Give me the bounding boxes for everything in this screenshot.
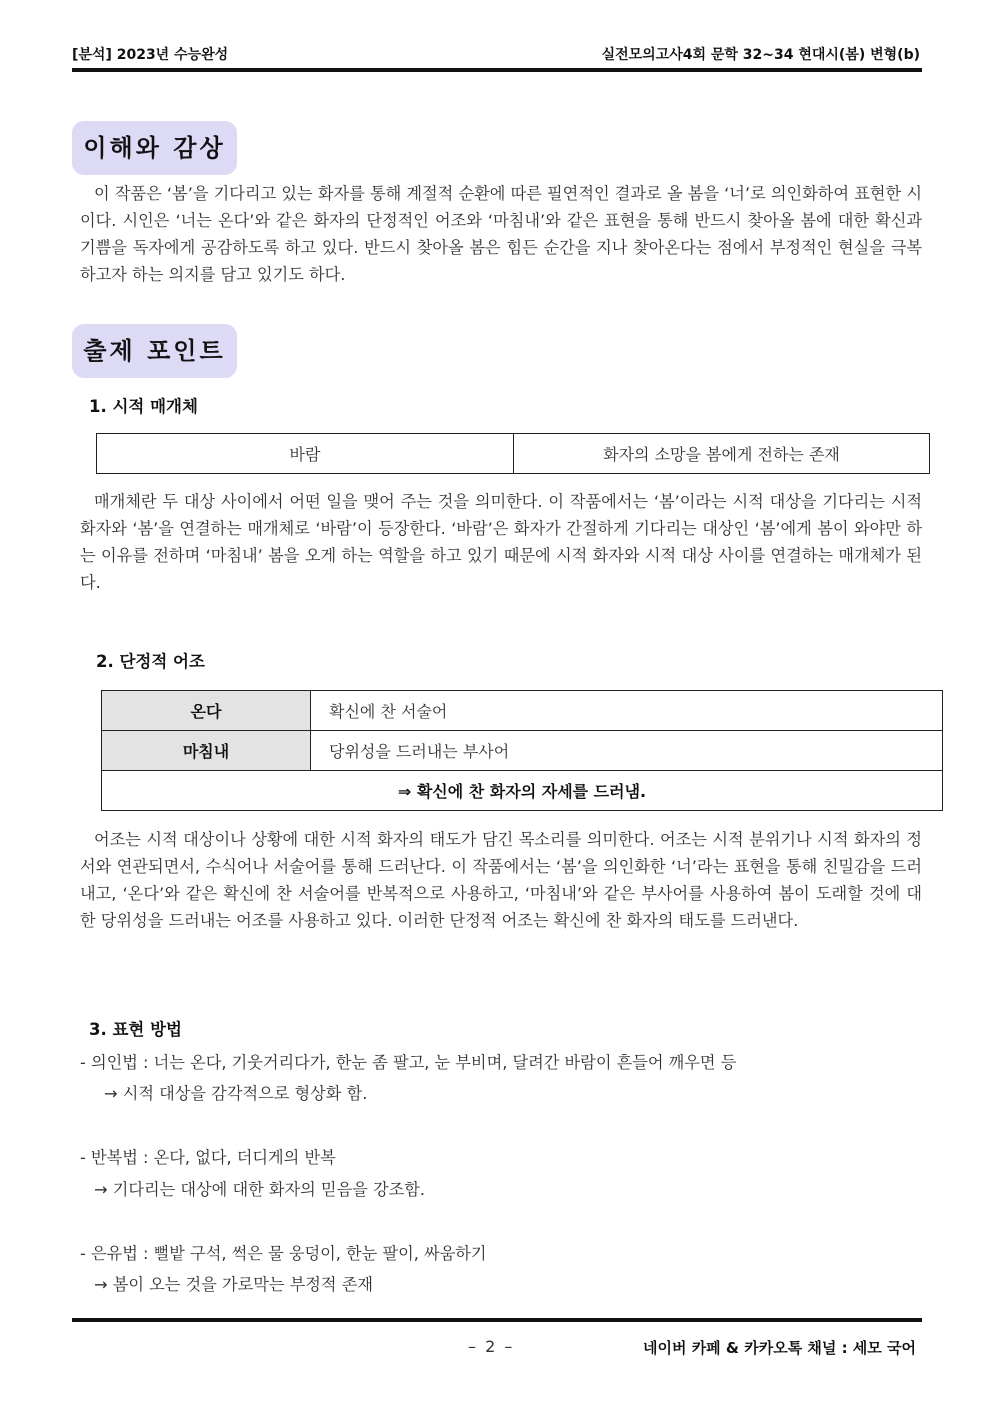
tone-key: 온다 [102, 691, 311, 731]
footer-divider [72, 1318, 922, 1322]
table-row [102, 731, 943, 771]
list-item-result: → 시적 대상을 감각적으로 형상화 함. [104, 1084, 368, 1103]
list-item-result: → 봄이 오는 것을 가로막는 부정적 존재 [94, 1275, 373, 1294]
medium-table-value: 화자의 소망을 봄에게 전하는 존재 [514, 434, 930, 474]
list-item: - 은유법 : 뻘밭 구석, 썩은 물 웅덩이, 한눈 팔이, 싸움하기 [80, 1244, 487, 1263]
header-divider [72, 68, 922, 72]
section-title-understanding: 이해와 감상 [72, 121, 237, 175]
tone-value: 당위성을 드러내는 부사어 [311, 731, 943, 771]
point2-heading: 2. 단정적 어조 [96, 652, 205, 671]
medium-table [96, 433, 930, 474]
tone-summary: ⇒ 확신에 찬 화자의 자세를 드러냄. [102, 771, 943, 811]
section-title-points: 출제 포인트 [72, 324, 237, 378]
list-item-result: → 기다리는 대상에 대한 화자의 믿음을 강조함. [94, 1180, 426, 1199]
list-item: - 의인법 : 너는 온다, 기웃거리다가, 한눈 좀 팔고, 눈 부비며, 달려간 바람이 흔들어 깨우면 등 [80, 1053, 737, 1072]
page-number: – 2 – [468, 1337, 515, 1356]
header-exam-info: 실전모의고사4회 문학 32~34 현대시(봄) 변형(b) [601, 47, 920, 63]
medium-table-key: 바람 [97, 434, 514, 474]
understanding-paragraph: 이 작품은 ‘봄’을 기다리고 있는 화자를 통해 계절적 순환에 따른 필연적인 결과로 올 봄을 ‘너’로 의인화하여 표현한 시이다. 시인은 ‘너는 온다’와 같은 화자의 단정적인 어조와 ‘마침내’와 같은 표현을 통해 반드시 찾아올 봄에 대한 확신과 기쁨을 독자에게 공감하도록 하고 있다. 반드시 찾아올 봄은 힘든 순간을 지나 찾아온다는 점에서 부정적인 현실을 극복하고자 하는 의지를 담고 있기도 하다. [80, 184, 922, 284]
table-row [102, 691, 943, 731]
header-source: [분석] 2023년 수능완성 [72, 47, 229, 63]
point2-paragraph: 어조는 시적 대상이나 상황에 대한 시적 화자의 태도가 담긴 목소리를 의미한다. 어조는 시적 분위기나 시적 화자의 정서와 연관되면서, 수식어나 서술어를 통해 드러난다. 이 작품에서는 ‘봄’을 의인화한 ‘너’라는 표현을 통해 친밀감을 드러내고, ‘온다’와 같은 확신에 찬 서술어를 반복적으로 사용하고, ‘마침내’와 같은 부사어를 사용하여 봄이 도래할 것에 대한 당위성을 드러내는 어조를 사용하고 있다. 이러한 단정적 어조는 확신에 찬 화자의 태도를 드러낸다. [80, 830, 922, 930]
footer-channel: 네이버 카페 & 카카오톡 채널 : 세모 국어 [643, 1339, 916, 1357]
page-header [72, 44, 920, 66]
point1-paragraph: 매개체란 두 대상 사이에서 어떤 일을 맺어 주는 것을 의미한다. 이 작품에서는 ‘봄’이라는 시적 대상을 기다리는 시적 화자와 ‘봄’을 연결하는 매개체로 ‘바람’이 등장한다. ‘바람’은 화자가 간절하게 기다리는 대상인 ‘봄’에게 봄이 와야만 하는 이유를 전하며 ‘마침내’ 봄을 오게 하는 역할을 하고 있기 때문에 시적 화자와 시적 대상 사이를 연결하는 매개체가 된다. [80, 492, 922, 592]
table-row [102, 771, 943, 811]
tone-key: 마침내 [102, 731, 311, 771]
tone-table [101, 690, 943, 811]
point3-heading: 3. 표현 방법 [89, 1020, 182, 1039]
tone-value: 확신에 찬 서술어 [311, 691, 943, 731]
list-item: - 반복법 : 온다, 없다, 더디게의 반복 [80, 1148, 336, 1167]
point1-heading: 1. 시적 매개체 [89, 397, 198, 416]
